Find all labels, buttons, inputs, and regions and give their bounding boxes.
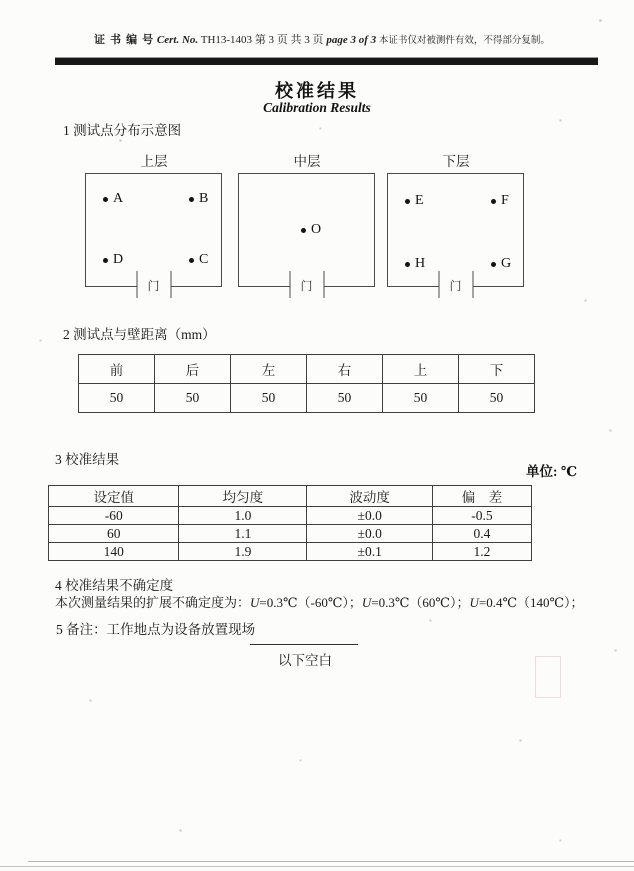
- point-dot-icon: [405, 262, 410, 267]
- uncertainty-prefix: 本次测量结果的扩展不确定度为：: [55, 595, 251, 610]
- cert-number-label-cn: 证 书 编 号: [94, 34, 155, 46]
- section-3-heading: 3 校准结果: [55, 452, 120, 467]
- layer-label-lower: 下层: [442, 154, 470, 169]
- layer-box-lower: [387, 173, 524, 293]
- uncertainty-text: [55, 592, 584, 611]
- validity-notice: 本证书仅对被测件有效，不得部分复制。: [378, 36, 550, 46]
- header-rule: [55, 57, 598, 65]
- table-row: [49, 486, 532, 507]
- blank-divider-line: [250, 644, 358, 645]
- col-header: 前: [79, 355, 155, 384]
- layer-diagram-upper: [85, 150, 223, 293]
- cell-value: -0.5: [432, 507, 531, 525]
- col-header: 偏 差: [432, 486, 531, 507]
- point-dot-icon: [189, 258, 194, 263]
- cell-value: 1.1: [179, 525, 307, 543]
- door-symbol: 门: [438, 271, 473, 298]
- scan-edge-line: [28, 861, 634, 862]
- test-point-G: G: [491, 257, 511, 271]
- layer-diagram-middle: [238, 150, 376, 293]
- section-2-heading: 2 测试点与壁距离（mm）: [63, 327, 216, 342]
- section-4-heading: 4 校准结果不确定度: [55, 578, 174, 593]
- col-header: 下: [459, 355, 535, 384]
- col-header: 设定值: [49, 486, 179, 507]
- uncertainty-item: =0.3℃（60℃）；: [371, 595, 470, 610]
- col-header: 上: [383, 355, 459, 384]
- scan-edge-line: [0, 866, 634, 867]
- ghost-stamp-artifact: [535, 656, 561, 698]
- cell-value: 0.4: [432, 525, 531, 543]
- test-point-A: A: [103, 192, 123, 206]
- page-count-cn: 第 3 页 共 3 页: [254, 34, 324, 46]
- cell-value: ±0.0: [307, 507, 433, 525]
- unit-label: 单位: ℃: [525, 464, 577, 479]
- test-point-F: F: [491, 194, 509, 208]
- cell-value: 1.9: [179, 543, 307, 561]
- point-dot-icon: [103, 197, 108, 202]
- cell-value: 50: [155, 384, 231, 413]
- layer-box-middle: [238, 173, 375, 293]
- section-1-heading: 1 测试点分布示意图: [63, 123, 182, 138]
- cell-value: 50: [383, 384, 459, 413]
- point-dot-icon: [189, 197, 194, 202]
- section-5-remarks: 5 备注：工作地点为设备放置现场: [56, 622, 256, 637]
- table-row: [49, 507, 532, 525]
- layer-label-upper: 上层: [140, 154, 168, 169]
- point-dot-icon: [405, 199, 410, 204]
- door-symbol: 门: [289, 271, 324, 298]
- cert-number-label-en: Cert. No.: [156, 34, 199, 46]
- point-dot-icon: [491, 199, 496, 204]
- cell-value: 1.0: [179, 507, 307, 525]
- calibration-results-table: [48, 485, 532, 561]
- uncertainty-item: =0.3℃（-60℃）；: [259, 595, 362, 610]
- cell-value: 50: [307, 384, 383, 413]
- col-header: 波动度: [307, 486, 433, 507]
- blank-below-label: 以下空白: [278, 653, 332, 668]
- cert-number-value: TH13-1403: [200, 34, 253, 46]
- u-symbol: U: [469, 595, 479, 610]
- page-title-cn: 校准结果: [275, 81, 359, 101]
- cert-header: [94, 31, 624, 47]
- col-header: 右: [307, 355, 383, 384]
- point-dot-icon: [491, 262, 496, 267]
- wall-distance-table: [78, 354, 535, 413]
- test-point-O: O: [301, 223, 321, 237]
- cell-value: 60: [49, 525, 179, 543]
- layer-diagram-lower: [387, 150, 525, 293]
- cell-value: 50: [231, 384, 307, 413]
- table-row: [49, 543, 532, 561]
- uncertainty-item: =0.4℃（140℃）；: [478, 595, 584, 610]
- point-dot-icon: [301, 228, 306, 233]
- scan-noise: [0, 0, 1, 1]
- test-point-E: E: [405, 194, 424, 208]
- cell-value: 140: [49, 543, 179, 561]
- table-row: [49, 525, 532, 543]
- u-symbol: U: [361, 595, 372, 610]
- cell-value: ±0.1: [307, 543, 433, 561]
- u-symbol: U: [250, 595, 260, 610]
- test-point-C: C: [189, 253, 208, 267]
- layer-box-upper: [85, 173, 222, 293]
- cell-value: 50: [459, 384, 535, 413]
- cell-value: 50: [79, 384, 155, 413]
- point-dot-icon: [103, 258, 108, 263]
- layer-label-middle: 中层: [293, 154, 321, 169]
- cell-value: 1.2: [432, 543, 531, 561]
- test-point-H: H: [405, 257, 425, 271]
- col-header: 后: [155, 355, 231, 384]
- col-header: 左: [231, 355, 307, 384]
- cell-value: ±0.0: [307, 525, 433, 543]
- col-header: 均匀度: [179, 486, 307, 507]
- door-symbol: 门: [136, 271, 171, 298]
- page-title-en: Calibration Results: [263, 100, 371, 115]
- table-row: [79, 384, 535, 413]
- table-row: [79, 355, 535, 384]
- test-point-D: D: [103, 253, 123, 267]
- page-count-en: page 3 of 3: [326, 34, 377, 46]
- cell-value: -60: [49, 507, 179, 525]
- test-point-B: B: [189, 192, 208, 206]
